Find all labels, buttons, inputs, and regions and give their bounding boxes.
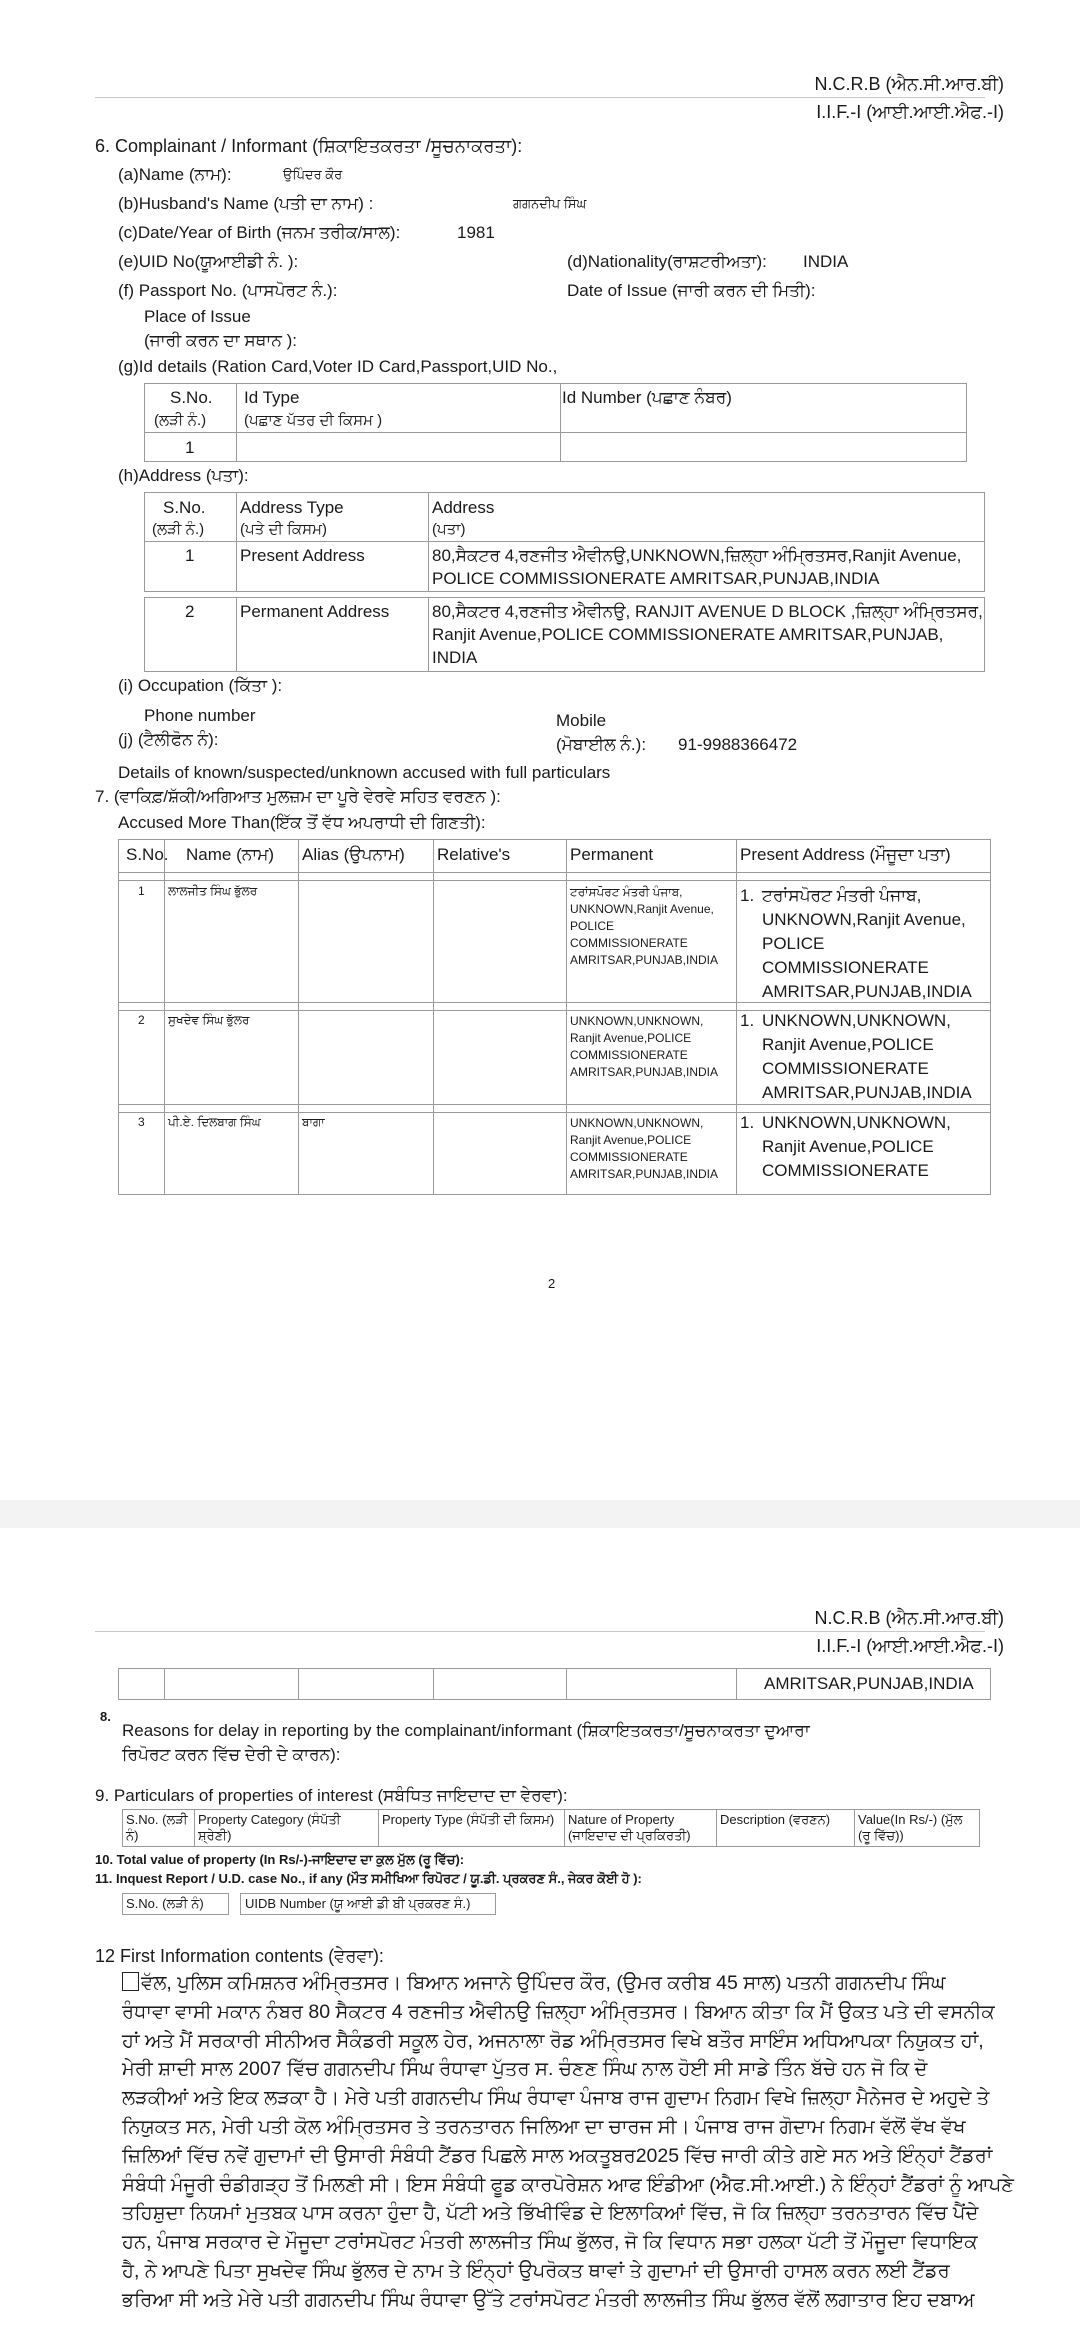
husband-label: (b)Husband's Name (ਪਤੀ ਦਾ ਨਾਮ) : [118,194,374,213]
accused-header-relative: Relative's [437,845,511,864]
addr-table-sno-header: S.No. [163,498,206,517]
delay-reason-label: Reasons for delay in reporting by the complainant/informant (ਸ਼ਿਕਾਇਤਕਰਤਾ/ਸੂਚਨਾਕਰਤਾ ਦੁਆਰਾ [122,1721,810,1740]
page-separator [0,1500,1080,1528]
addr-row-line: POLICE COMMISSIONERATE AMRITSAR,PUNJAB,INDIA [432,569,880,588]
header-rule [95,1631,985,1632]
accused-header-present: Present Address (ਮੌਜੂਦਾ ਪਤਾ) [740,845,951,864]
accused-name: ਲਾਲਜੀਤ ਸਿੰਘ ਭੁੱਲਰ [168,884,258,898]
accused-present-address: 1. UNKNOWN,UNKNOWN, Ranjit Avenue,POLICE COMMISSIONERATE [740,1113,951,1180]
addr-row-line: Ranjit Avenue,POLICE COMMISSIONERATE AMRITSAR,PUNJAB, [432,625,944,644]
continued-address: AMRITSAR,PUNJAB,INDIA [764,1674,974,1693]
addr-row-type: Permanent Address [240,602,390,621]
delay-reason-label-pa: ਰਿਪੋਰਟ ਕਰਨ ਵਿੱਚ ਦੇਰੀ ਦੇ ਕਾਰਨ): [122,1745,341,1764]
complainant-heading: 6. Complainant / Informant (ਸ਼ਿਕਾਇਤਕਰਤਾ /ਸੂਚਨਾਕਰਤਾ): [95,136,523,156]
place-of-issue-label: Place of Issue [144,307,251,326]
page-number: 2 [548,1276,556,1291]
dob-label: (c)Date/Year of Birth (ਜਨਮ ਤਰੀਕ/ਸਾਲ): [118,223,401,242]
id-table-sno-header: S.No. [170,388,213,407]
property-header-value: Value(In Rs/-) (ਮੁੱਲ (ਰੂ ਵਿੱਚ)) [858,1812,963,1843]
accused-header-alias: Alias (ਉਪਨਾਮ) [302,845,405,864]
iif-header: I.I.F.-I (ਆਈ.ਆਈ.ਐਫ.-I) [816,1636,1004,1656]
mobile-value: 91-9988366472 [678,735,798,754]
ncrb-header: N.C.R.B (ਐਨ.ਸੀ.ਆਰ.ਬੀ) [814,74,1004,94]
property-header-category: Property Category (ਸੰਪੱਤੀ ਸ਼੍ਰੇਣੀ) [198,1812,341,1843]
uidb-header: UIDB Number (ਯੂ ਆਈ ਡੀ ਬੀ ਪ੍ਰਕਰਣ ਸੰ.) [245,1896,471,1911]
id-details-label: (g)Id details (Ration Card,Voter ID Card,Passport,UID No., [118,357,558,376]
inquest-sno-header: S.No. (ਲੜੀ ਨੰ) [126,1896,204,1911]
accused-header-sno: S.No. [126,845,169,864]
addr-table-address-header-pa: (ਪਤਾ) [432,521,466,538]
addr-row-line: INDIA [432,648,478,667]
accused-count-label: Accused More Than(ਇੱਕ ਤੋਂ ਵੱਧ ਅਪਰਾਧੀ ਦੀ ਗਿਣਤੀ): [118,813,486,832]
properties-label: 9. Particulars of properties of interest (ਸਬੰਧਿਤ ਜਾਇਦਾਦ ਦਾ ਵੇਰਵਾ): [95,1786,568,1805]
mobile-label: Mobile [556,711,607,730]
accused-present-address: 1. UNKNOWN,UNKNOWN, Ranjit Avenue,POLICE COMMISSIONERATE AMRITSAR,PUNJAB,INDIA [740,1011,972,1102]
accused-sno: 3 [138,1115,145,1129]
accused-name: ਸੁਖਦੇਵ ਸਿੰਘ ਭੁੱਲਰ [168,1013,250,1027]
ncrb-header: N.C.R.B (ਐਨ.ਸੀ.ਆਰ.ਬੀ) [814,1608,1004,1628]
name-value: ਉਪਿੰਦਰ ਕੌਰ [283,167,343,182]
fir-contents-text: ਵੱਲ, ਪੁਲਿਸ ਕਮਿਸ਼ਨਰ ਅੰਮ੍ਰਿਤਸਰ। ਬਿਆਨ ਅਜਾਨੇ ਉਪਿੰਦਰ ਕੌਰ, (ਉਮਰ ਕਰੀਬ 45 ਸਾਲ) ਪਤਨੀ ਗਗਨਦੀਪ ਸਿੰਘ ਰੰਧਾਵਾ ਵਾਸੀ ਮਕਾਨ ਨੰਬਰ 80 ਸੈਕਟਰ 4 ਰਣਜੀਤ ਐਵੀਨਉ ਜ਼ਿਲ੍ਹਾ ਅੰਮ੍ਰਿਤਸਰ। ਬਿਆਨ ਕੀਤਾ ਕਿ ਮੈਂ ਉਕਤ ਪਤੇ ਦੀ ਵਸਨੀਕ ਹਾਂ ਅਤੇ ਮੈਂ ਸਰਕਾਰੀ ਸੀਨੀਅਰ ਸੈਕੰਡਰੀ ਸਕੂਲ ਹੇਰ, ਅਜਨਾਲਾ ਰੋਡ ਅੰਮ੍ਰਿਤਸਰ ਵਿਖੇ ਬਤੌਰ ਸਾਇੰਸ ਅਧਿਆਪਕਾ ਨਿਯੁਕਤ ਹਾਂ, ਮੇਰੀ ਸ਼ਾਦੀ ਸਾਲ 2007 ਵਿੱਚ ਗਗਨਦੀਪ ਸਿੰਘ ਰੰਧਾਵਾ ਪੁੱਤਰ ਸ. ਚੰਣਣ ਸਿੰਘ ਨਾਲ ਹੋਈ ਸੀ ਸਾਡੇ ਤਿੰਨ ਬੱਚੇ ਹਨ ਜੋ ਕਿ ਦੋ ਲੜਕੀਆਂ ਅਤੇ ਇਕ ਲੜਕਾ ਹੈ। ਮੇਰੇ ਪਤੀ ਗਗਨਦੀਪ ਸਿੰਘ ਰੰਧਾਵਾ ਪੰਜਾਬ ਰਾਜ ਗੁਦਾਮ ਨਿਗਮ ਵਿਖੇ ਜ਼ਿਲ੍ਹਾ ਮੈਨੇਜਰ ਦੇ ਅਹੁਦੇ ਤੇ ਨਿਯੁਕਤ ਸਨ, ਮੇਰੀ ਪਤੀ ਕੋਲ ਅੰਮ੍ਰਿਤਸਰ ਤੇ ਤਰਨਤਾਰਨ ਜਿਲਿਆ ਦਾ ਚਾਰਜ ਸੀ। ਪੰਜਾਬ ਰਾਜ ਗੋਦਾਮ ਨਿਗਮ ਵੱਲੋਂ ਵੱਖ ਵੱਖ ਜ਼ਿਲਿਆਂ ਵਿੱਚ ਨਵੇਂ ਗੁਦਾਮਾਂ ਦੀ ਉਸਾਰੀ ਸੰਬੰਧੀ ਟੈਂਡਰ ਪਿਛਲੇ ਸਾਲ ਅਕਤੂਬਰ2025 ਵਿੱਚ ਜਾਰੀ ਕੀਤੇ ਗਏ ਸਨ ਅਤੇ ਇੰਨ੍ਹਾਂ ਟੈਂਡਰਾਂ ਸੰਬੰਧੀ ਮੰਜੂਰੀ ਚੰਡੀਗੜ੍ਹ ਤੋਂ ਮਿਲਣੀ ਸੀ। ਇਸ ਸੰਬੰਧੀ ਫੂਡ ਕਾਰਪੋਰੇਸ਼ਨ ਆਫ ਇੰਡੀਆ (ਐਫ.ਸੀ.ਆਈ.) ਨੇ ਇੰਨ੍ਹਾਂ ਟੈਂਡਰਾਂ ਨੂੰ ਆਪਣੇ ਤਹਿਸ਼ੁਦਾ ਨਿਯਮਾਂ ਮੁਤਬਕ ਪਾਸ ਕਰਨਾ ਹੁੰਦਾ ਹੈ, ਪੱਟੀ ਅਤੇ ਭਿੱਖੀਵਿੰਡ ਦੇ ਇਲਾਕਿਆਂ ਵਿੱਚ, ਜੋ ਕਿ ਜ਼ਿਲ੍ਹਾ ਤਰਨਤਾਰਨ ਵਿੱਚ ਪੈਂਦੇ ਹਨ, ਪੰਜਾਬ ਸਰਕਾਰ ਦੇ ਮੌਜੂਦਾ ਟਰਾਂਸਪੋਰਟ ਮੰਤਰੀ ਲਾਲਜੀਤ ਸਿੰਘ ਭੁੱਲਰ, ਜੋ ਕਿ ਵਿਧਾਨ ਸਭਾ ਹਲਕਾ ਪੱਟੀ ਤੋਂ ਮੌਜੂਦਾ ਵਿਧਾਇਕ ਹੈ, ਨੇ ਆਪਣੇ ਪਿਤਾ ਸੁਖਦੇਵ ਸਿੰਘ ਭੁੱਲਰ ਦੇ ਨਾਮ ਤੇ ਇੰਨ੍ਹਾਂ ਉਪਰੋਕਤ ਥਾਵਾਂ ਤੇ ਗੁਦਾਮਾਂ ਦੀ ਉਸਾਰੀ ਹਾਸਲ ਕਰਨ ਲਈ ਟੈਂਡਰ ਭਰਿਆ ਸੀ ਅਤੇ ਮੇਰੇ ਪਤੀ ਗਗਨਦੀਪ ਸਿੰਘ ਰੰਧਾਵਾ ਉੱਤੇ ਟਰਾਂਸਪੋਰਟ ਮੰਤਰੀ ਲਾਲਜੀਤ ਸਿੰਘ ਭੁੱਲਰ ਵੱਲੋਂ ਲਗਾਤਾਰ ਇਹ ਦਬਾਅ [122,1972,1014,2311]
dob-value: 1981 [457,223,495,242]
nationality-value: INDIA [803,252,849,271]
nationality-label: (d)Nationality(ਰਾਸ਼ਟਰੀਅਤਾ): [567,252,767,271]
accused-permanent-address: UNKNOWN,UNKNOWN, Ranjit Avenue,POLICE COMMISSIONERATE AMRITSAR,PUNJAB,INDIA [570,1116,719,1181]
total-property-value-label: 10. Total value of property (In Rs/-)-ਜਾਇਦਾਦ ਦਾ ਕੁਲ ਮੁੱਲ (ਰੂ ਵਿੱਚ): [95,1852,465,1867]
section-8-number: 8. [100,1709,111,1724]
uid-label: (e)UID No(ਯੂਆਈਡੀ ਨੰ. ): [118,252,299,271]
addr-table-type-header: Address Type [240,498,344,517]
mobile-label-pa: (ਮੋਬਾਈਲ ਨੰ.): [556,735,647,754]
checkbox-glyph [122,1972,139,1991]
id-table-number-header: Id Number (ਪਛਾਣ ਨੰਬਰ) [562,388,732,407]
property-header-nature: Nature of Property (ਜਾਇਦਾਦ ਦੀ ਪ੍ਰਕਿਰਤੀ) [568,1812,691,1843]
property-header-sno: S.No. (ਲੜੀ ਨੰ) [126,1812,188,1843]
occupation-label: (i) Occupation (ਕਿੱਤਾ ): [118,676,283,695]
accused-sno: 1 [138,884,145,898]
iif-header: I.I.F.-I (ਆਈ.ਆਈ.ਐਫ.-I) [816,102,1004,122]
addr-row-type: Present Address [240,546,365,565]
accused-line-pa: 7. (ਵਾਕਿਫ਼/ਸ਼ੱਕੀ/ਅਗਿਆਤ ਮੁਲਜ਼ਮ ਦਾ ਪੂਰੇ ਵੇਰਵੇ ਸਹਿਤ ਵਰਣਨ ): [95,787,501,806]
date-of-issue-label: Date of Issue (ਜਾਰੀ ਕਰਨ ਦੀ ਮਿਤੀ): [567,281,816,300]
phone-label-pa: (j) (ਟੈਲੀਫੋਨ ਨੰ): [118,730,219,749]
id-table-row-sno: 1 [185,438,195,457]
addr-row-line: 80,ਸੈਕਟਰ 4,ਰਣਜੀਤ ਐਵੀਨਉ,UNKNOWN,ਜ਼ਿਲ੍ਹਾ ਅੰਮ੍ਰਿਤਸਰ,Ranjit Avenue, [432,546,962,565]
place-of-issue-label-pa: (ਜਾਰੀ ਕਰਨ ਦਾ ਸਥਾਨ ): [144,331,298,350]
addr-table-sno-header-pa: (ਲੜੀ ਨੰ.) [152,521,205,538]
passport-label: (f) Passport No. (ਪਾਸਪੋਰਟ ਨੰ.): [118,281,338,300]
id-table-type-header: Id Type [244,388,300,407]
husband-value: ਗਗਨਦੀਪ ਸਿੰਘ [513,196,587,211]
accused-line: Details of known/suspected/unknown accused with full particulars [118,763,611,782]
addr-table-type-header-pa: (ਪਤੇ ਦੀ ਕਿਸਮ) [240,521,327,538]
header-rule [95,97,985,98]
accused-alias: ਬਾਗਾ [302,1115,325,1129]
name-label: (a)Name (ਨਾਮ): [118,165,232,184]
property-header-type: Property Type (ਸੰਪੱਤੀ ਦੀ ਕਿਸਮ) [382,1812,555,1827]
id-table-type-header-pa: (ਪਛਾਣ ਪੱਤਰ ਦੀ ਕਿਸਮ ) [244,412,383,429]
addr-row-line: 80,ਸੈਕਟਰ 4,ਰਣਜੀਤ ਐਵੀਨਉ, RANJIT AVENUE D BLOCK ,ਜ਼ਿਲ੍ਹਾ ਅੰਮ੍ਰਿਤਸਰ, [432,602,983,621]
accused-present-address: 1. ਟਰਾਂਸਪੋਰਟ ਮੰਤਰੀ ਪੰਜਾਬ, UNKNOWN,Ranjit Avenue, POLICE COMMISSIONERATE AMRITSAR,PUNJAB,INDIA [740,886,972,1001]
id-table-sno-header-pa: (ਲੜੀ ਨੰ.) [154,412,207,429]
addr-row-sno: 2 [185,602,195,621]
fir-contents-label: 12 First Information contents (ਵੇਰਵਾ): [95,1946,384,1966]
accused-name: ਪੀ.ਏ. ਦਿਲਬਾਗ ਸਿੰਘ [168,1115,261,1129]
accused-permanent-address: UNKNOWN,UNKNOWN, Ranjit Avenue,POLICE COMMISSIONERATE AMRITSAR,PUNJAB,INDIA [570,1014,719,1079]
accused-header-permanent: Permanent [570,845,654,864]
address-label: (h)Address (ਪਤਾ): [118,466,249,485]
inquest-report-label: 11. Inquest Report / U.D. case No., if any (ਮੌਤ ਸਮੀਖਿਆ ਰਿਪੋਰਟ / ਯੂ.ਡੀ. ਪ੍ਰਕਰਣ ਸੰ., ਜੇਕਰ ਕੋਈ ਹੋ ): [95,1871,642,1886]
property-header-description: Description (ਵਰਣਨ) [720,1812,831,1827]
addr-row-sno: 1 [185,546,195,565]
phone-label: Phone number [144,706,256,725]
addr-table-address-header: Address [432,498,495,517]
accused-header-name: Name (ਨਾਮ) [186,845,275,864]
accused-sno: 2 [138,1013,145,1027]
accused-permanent-address: ਟਰਾਂਸਪੋਰਟ ਮੰਤਰੀ ਪੰਜਾਬ, UNKNOWN,Ranjit Avenue, POLICE COMMISSIONERATE AMRITSAR,PUNJAB,INDIA [570,885,719,967]
